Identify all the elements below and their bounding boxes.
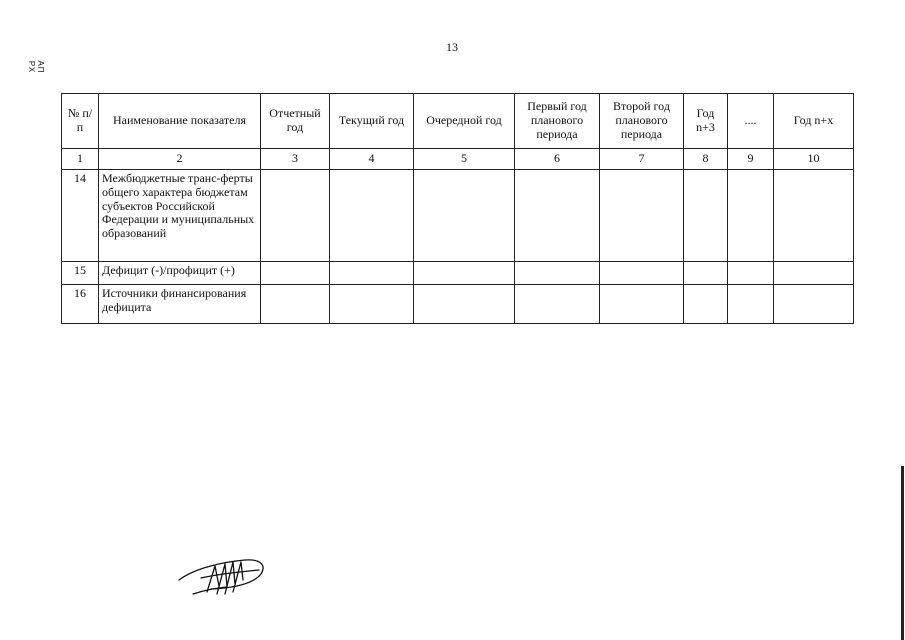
header-cell: Второй год планового периода bbox=[600, 94, 684, 149]
scan-edge-mark bbox=[901, 466, 904, 640]
value-cell bbox=[774, 285, 854, 324]
row-number: 16 bbox=[62, 285, 99, 324]
column-number-cell: 4 bbox=[330, 149, 414, 170]
table-row bbox=[62, 285, 854, 324]
column-number-cell: 5 bbox=[414, 149, 515, 170]
value-cell bbox=[515, 170, 600, 262]
header-cell: Текущий год bbox=[330, 94, 414, 149]
header-cell: .... bbox=[728, 94, 774, 149]
value-cell bbox=[600, 262, 684, 285]
value-cell bbox=[515, 262, 600, 285]
value-cell bbox=[728, 262, 774, 285]
header-cell: Первый год планового периода bbox=[515, 94, 600, 149]
column-number-row bbox=[62, 149, 854, 170]
column-number-cell: 1 bbox=[62, 149, 99, 170]
indicator-name: Дефицит (-)/профицит (+) bbox=[99, 262, 261, 285]
value-cell bbox=[414, 285, 515, 324]
value-cell bbox=[684, 170, 728, 262]
indicator-name: Источники финансирования дефицита bbox=[99, 285, 261, 324]
column-number-cell: 7 bbox=[600, 149, 684, 170]
margin-code: АП РХ bbox=[27, 60, 45, 74]
header-cell: Наименование показателя bbox=[99, 94, 261, 149]
value-cell bbox=[728, 285, 774, 324]
column-number-cell: 2 bbox=[99, 149, 261, 170]
column-number-cell: 3 bbox=[261, 149, 330, 170]
value-cell bbox=[414, 262, 515, 285]
value-cell bbox=[774, 170, 854, 262]
column-number-cell: 6 bbox=[515, 149, 600, 170]
header-cell: Год n+x bbox=[774, 94, 854, 149]
header-cell: № п/п bbox=[62, 94, 99, 149]
value-cell bbox=[330, 285, 414, 324]
row-number: 15 bbox=[62, 262, 99, 285]
signature-image bbox=[175, 550, 270, 600]
header-cell: Год n+3 bbox=[684, 94, 728, 149]
value-cell bbox=[600, 170, 684, 262]
value-cell bbox=[774, 262, 854, 285]
value-cell bbox=[261, 285, 330, 324]
header-row bbox=[62, 94, 854, 149]
value-cell bbox=[414, 170, 515, 262]
column-number-cell: 9 bbox=[728, 149, 774, 170]
value-cell bbox=[728, 170, 774, 262]
value-cell bbox=[261, 262, 330, 285]
column-number-cell: 8 bbox=[684, 149, 728, 170]
indicators-table bbox=[61, 93, 854, 324]
value-cell bbox=[684, 285, 728, 324]
value-cell bbox=[261, 170, 330, 262]
row-number: 14 bbox=[62, 170, 99, 262]
value-cell bbox=[330, 262, 414, 285]
header-cell: Очередной год bbox=[414, 94, 515, 149]
value-cell bbox=[515, 285, 600, 324]
table-row bbox=[62, 170, 854, 262]
header-cell: Отчетный год bbox=[261, 94, 330, 149]
page-number: 13 bbox=[446, 40, 458, 54]
indicator-name: Межбюджетные транс-ферты общего характера бюджетам субъектов Российской Федерации и муниципальных образований bbox=[99, 170, 261, 262]
value-cell bbox=[600, 285, 684, 324]
column-number-cell: 10 bbox=[774, 149, 854, 170]
value-cell bbox=[684, 262, 728, 285]
table-row bbox=[62, 262, 854, 285]
value-cell bbox=[330, 170, 414, 262]
